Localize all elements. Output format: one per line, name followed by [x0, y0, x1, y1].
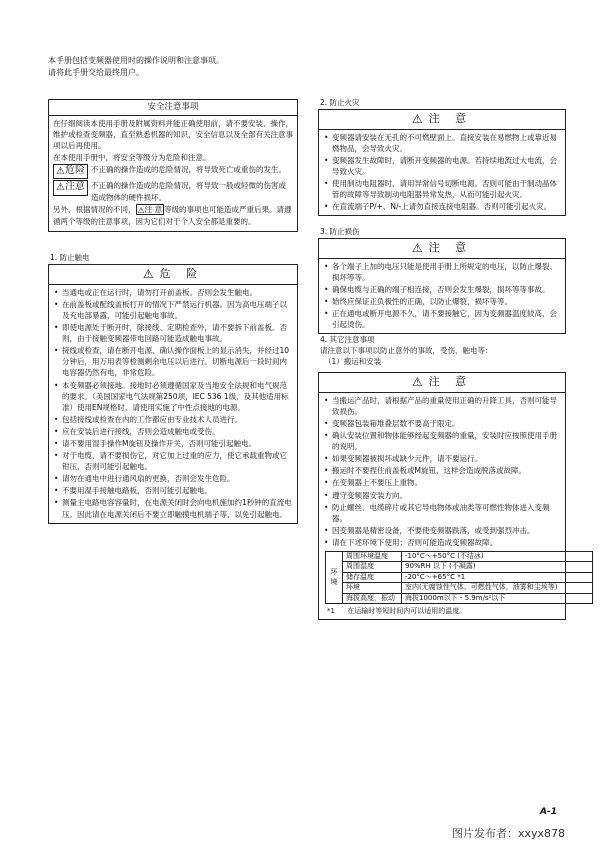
env-label: 周围湿度 — [343, 562, 402, 572]
danger-tag-label: 危险 — [64, 164, 85, 176]
list-item: • 始终应保证正负极性的正确，以防止爆裂，损坏等等。 — [323, 296, 561, 307]
caution-box-title — [319, 110, 565, 130]
list-item: • 变频器包装箱堆叠层数不要高于限定。 — [323, 418, 561, 429]
list-item: • 在前盖板或配线盖板打开的情况下严禁运行机器。因为高电压端子以及充电部暴露，可能引起触电事故。 — [53, 299, 293, 321]
env-value: -10°C～+50°C (不结冰) — [402, 551, 593, 561]
footnote-mark: *1 — [327, 607, 335, 616]
env-label: 储存温度 — [343, 572, 402, 582]
env-value: -20°C～+65°C *1 — [402, 572, 593, 582]
table-row — [326, 572, 593, 582]
safety-title: 安全注意事项 — [49, 100, 297, 116]
list-item: • 变频器请安装在无孔的不可燃壁面上。直接安装在易燃物上或靠近易燃物品，会导致火灾。 — [323, 132, 561, 154]
intro — [48, 55, 308, 80]
page-number: A-1 — [540, 807, 557, 817]
section-heading: 4. 其它注意事项 — [320, 335, 375, 344]
section-heading: 1. 防止触电 — [50, 253, 90, 262]
section-heading: 2. 防止火灾 — [320, 98, 360, 107]
danger-desc: 不正确的操作造成的危险情况，将导致死亡或重伤的发生。 — [90, 164, 286, 174]
list-item: • 遵守变频器安装方向。 — [323, 490, 561, 501]
list-item: • 变频器发生故障时，请断开变频器的电源。若持续地流过大电流，会导致火灾。 — [323, 155, 561, 177]
env-group-label: 环 境 — [326, 551, 343, 603]
transport-list — [319, 393, 565, 551]
list-item: • 如果变频器被损坏或缺少元件，请不要运行。 — [323, 453, 561, 464]
danger-box-title-text: 危 险 — [159, 267, 204, 280]
env-label: 周围环境温度 — [343, 551, 402, 561]
list-item: • 确保电缆与正确的端子相连接，否则会发生爆裂，损坏等等事故。 — [323, 284, 561, 295]
env-label: 环境 — [343, 583, 402, 593]
list-item: • 当搬运产品时，请根据产品的重量使用正确的升降工具，否则可能导致损伤。 — [323, 395, 561, 417]
env-value: 90%RH 以下 (不凝露) — [402, 562, 593, 572]
list-item: • 在直流端子P/+、N/-上请勿直接连接电阻器。否则可能引起火灾。 — [323, 201, 561, 212]
caution-box-title-text: 注 意 — [428, 112, 473, 125]
caution-box-title — [319, 239, 565, 259]
list-item: • 接线或检查，请在断开电源、确认操作面板上的显示消失，并经过10分钟后，用万用表等检测剩余电压以后进行。切断电源后一段时间内电容器仍然有电，非常危险。 — [53, 345, 293, 378]
damage-caution-box — [318, 238, 566, 334]
note-post: 等级的事项也可能造成严重后果。请遵循两个等级的注意事项，因为它们对于个人安全都是重要的。 — [53, 204, 292, 227]
list-item: • 在变频器上不要压上重物。 — [323, 477, 561, 488]
list-item: • 测量主电路电容容量时，在电源关闭时会向电机施加约1秒钟的直流电压。因此请在电源关闭后不要立即触摸电机端子等，以免引起触电。 — [53, 497, 293, 519]
environment-table — [325, 551, 593, 604]
danger-box-title — [49, 265, 297, 285]
list-item: • 确认安装位置和物体能够经起变频器的重量，安装时应按照使用手册的说明。 — [323, 430, 561, 452]
caution-box-title-text: 注 意 — [428, 241, 473, 254]
safety-paragraph: 在仔细阅读本使用手册及附属资料并能正确使用前，请不要安装、操作，维护或检查变频器，直至熟悉机器的知识，安全信息以及全部有关注意事项以后再使用。 — [53, 118, 293, 150]
list-item: • 对于电缆，请不要损伤它，对它加上过重的应力，使它承载重物或它钳压，否则可能引起触电。 — [53, 450, 293, 472]
intro-line: 本手册包括变频器使用时的操作说明和注意事项。 — [48, 56, 224, 65]
warning-triangle-icon: ⚠ — [411, 375, 429, 389]
list-item: • 即使电源处于断开时，除接线、定期检查外，请不要拆下前盖板。否则，由于接触变频器带电回路可能造成触电事故。 — [53, 322, 293, 344]
warning-triangle-icon: ⚠ — [56, 182, 65, 194]
table-row — [326, 583, 593, 593]
section-desc: 请注意以下事项以防止意外的事故，受伤，触电等： — [320, 346, 493, 356]
env-value: 海拔1000m以下・5.9m/s²以下 — [402, 593, 593, 603]
list-item: • 包括接线或检查在内的工作都应由专业技术人员进行。 — [53, 414, 293, 425]
list-item: • 防止螺丝、电缆碎片或其它导电物体或油类等可燃性物体进入变频器。 — [323, 502, 561, 524]
caution-definition — [53, 180, 293, 202]
list-item: • 请在下述环境下使用；否则可能造成变频器故障。 — [323, 537, 561, 548]
list-item: • 不要用湿手接触电路板，否则可能引起触电。 — [53, 485, 293, 496]
warning-triangle-icon: ⚠ — [411, 112, 429, 126]
caution-box-title — [319, 373, 565, 393]
note-tag-label: 注 意 — [144, 204, 163, 214]
safety-note — [53, 204, 293, 228]
transport-caution-box — [318, 372, 566, 620]
publisher-credit: 图片发布者：xxyx878 — [452, 827, 566, 840]
intro-line: 请将此手册交给最终用户。 — [48, 68, 144, 78]
list-item: • 因变频器是精密设备，不要使变频器跌落，或受到强烈冲击。 — [323, 525, 561, 536]
danger-box — [48, 264, 298, 524]
table-row — [326, 593, 593, 603]
danger-list — [49, 285, 297, 523]
footnote-text: 在运输时等短时间内可以适用的温度。 — [347, 607, 467, 616]
caution-tag — [53, 180, 88, 196]
list-item: • 应在安装后进行接线，否则会造成触电或受伤。 — [53, 426, 293, 437]
danger-tag — [53, 164, 88, 180]
note-tag — [136, 204, 165, 215]
safety-paragraph: 在本使用手册中，将安全等级分为危险和注意。 — [53, 152, 211, 162]
caution-box-title-text: 注 意 — [428, 375, 473, 388]
warning-triangle-icon: ⚠ — [142, 267, 160, 281]
fire-caution-box — [318, 109, 566, 216]
fire-list — [319, 130, 565, 216]
footnote — [319, 604, 565, 618]
warning-triangle-icon: ⚠ — [411, 241, 429, 255]
warning-triangle-icon: ⚠ — [56, 165, 65, 177]
safety-box — [48, 99, 298, 232]
list-item: • 各个端子上加的电压只能是使用手册上所规定的电压，以防止爆裂、损坏等等。 — [323, 261, 561, 283]
subsection-heading: （1）搬运和安装 — [324, 357, 382, 367]
danger-definition — [53, 164, 293, 180]
section-heading: 3. 防止损伤 — [320, 227, 360, 236]
list-item: • 当通电或正在运行时，请勿打开前盖板。否则会发生触电。 — [53, 287, 293, 298]
warning-triangle-icon: ⚠ — [137, 205, 145, 215]
caution-desc: 不正确的操作造成的危险情况，将导致一般或轻微的伤害或造成物体的硬件损坏。 — [90, 181, 286, 202]
env-value: 室内(无腐蚀性气体、可燃性气体，油雾和尘埃等) — [402, 583, 593, 593]
table-row — [326, 562, 593, 572]
list-item: • 请勿在通电中进行通风扇的更换，否则会发生危险。 — [53, 473, 293, 484]
list-item: • 本变频器必须接地。接地时必须遵循国家及当地安全法规和电气规范的要求。（美国国家电气法规第250项，IEC 536 1级，及其他适用标准）使用EN规格时，请使用实施了中性点接地的电源。 — [53, 380, 293, 413]
list-item: • 请不要用湿手操作M旋钮及操作开关，否则可能引起触电。 — [53, 438, 293, 449]
list-item: • 正在通电或断开电源不久，请不要接触它，因为变频器温度较高，会引起烫伤。 — [323, 308, 561, 330]
caution-tag-label: 注意 — [64, 181, 85, 193]
note-pre: 另外，根据情况的不同， — [53, 204, 136, 214]
section-4-header — [320, 334, 566, 367]
table-row — [326, 551, 593, 561]
damage-list — [319, 259, 565, 334]
env-label: 海拔高度，振动 — [343, 593, 402, 603]
list-item: • 搬运时不要捏住前盖板或M旋钮，这样会造成脱落或故障。 — [323, 465, 561, 476]
list-item: • 使用制动电阻器时，请用异常信号切断电源。否则可能由于制动晶体管的故障等导致制动电阻器异常发热，从而可能引起火灾。 — [323, 178, 561, 200]
